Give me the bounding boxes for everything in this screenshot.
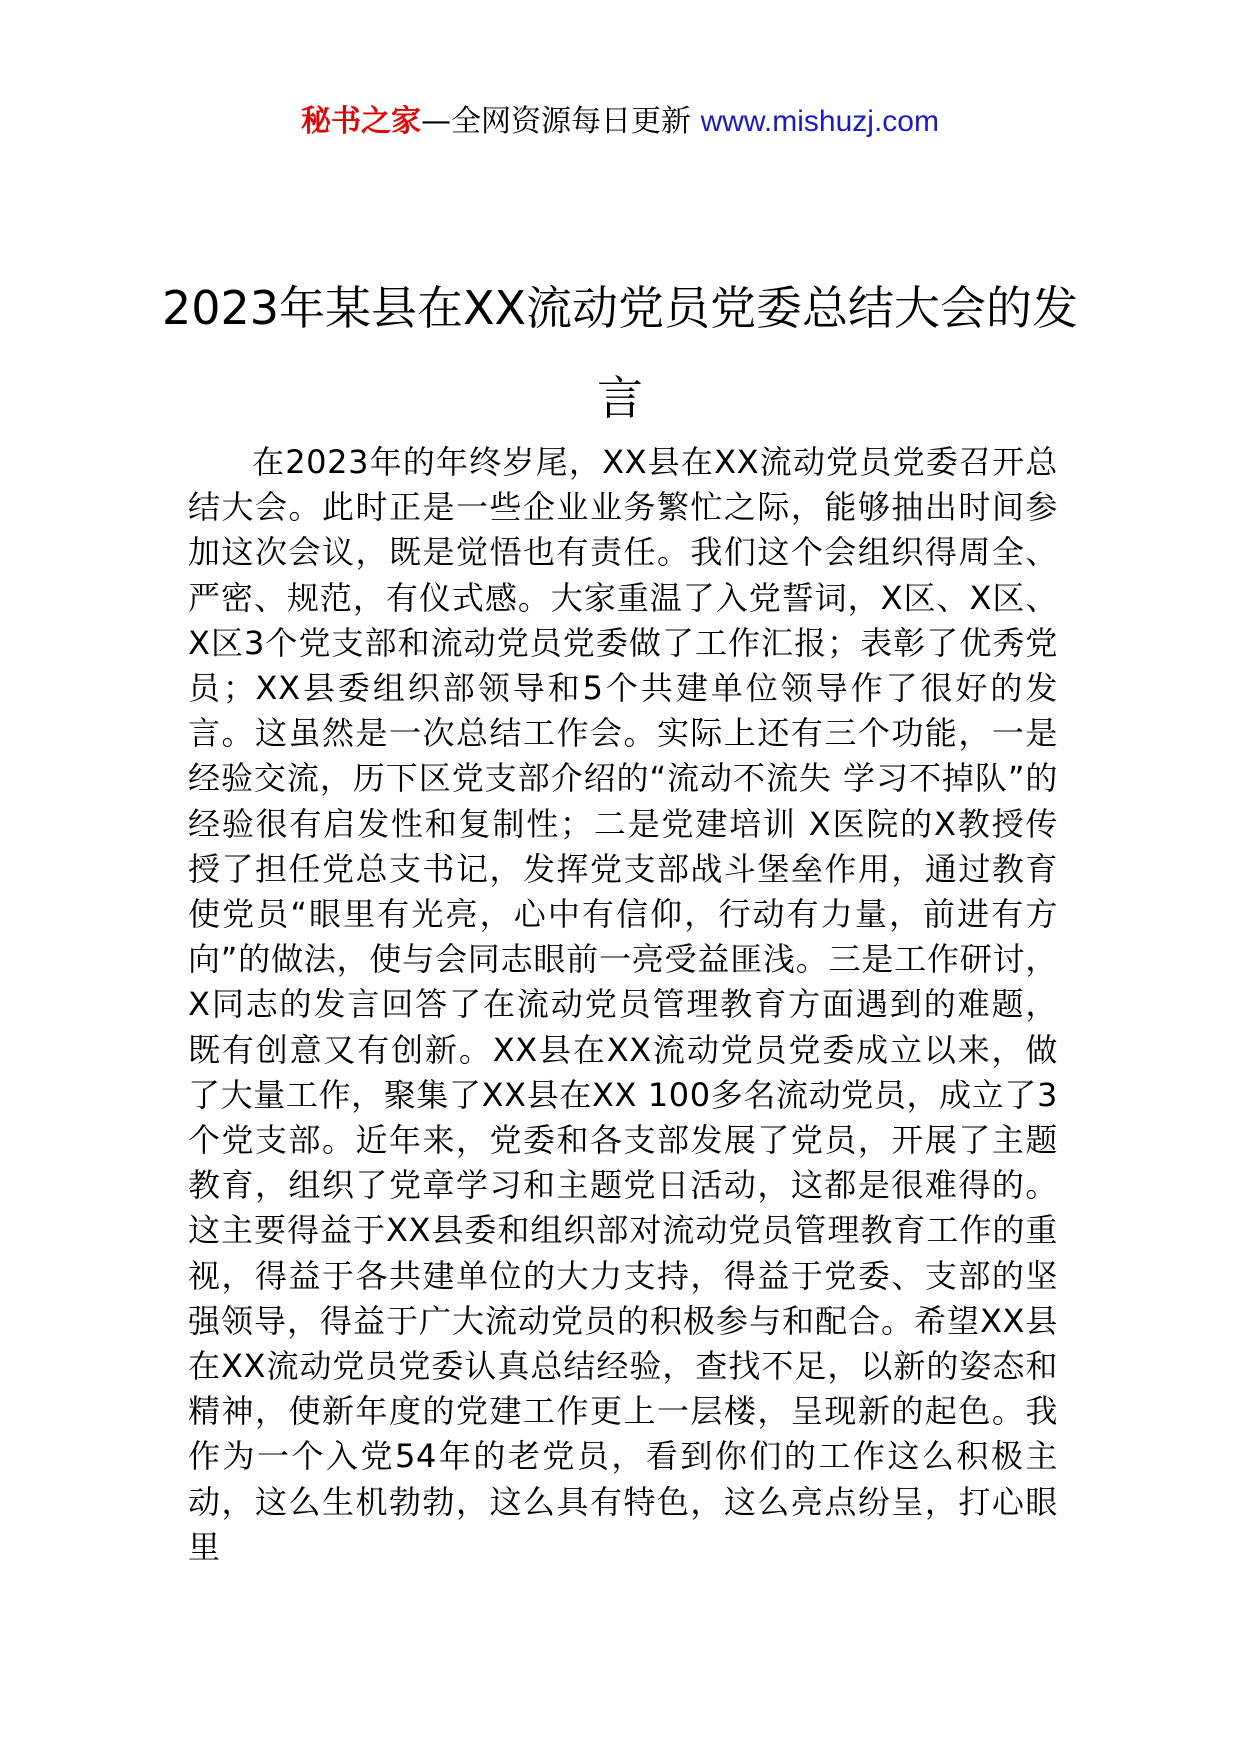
header-banner xyxy=(0,102,1240,142)
brand-name: 秘书之家 xyxy=(301,104,422,139)
site-url-link[interactable]: www.mishuzj.com xyxy=(700,105,939,138)
document-paragraph: 在2023年的年终岁尾，XX县在XX流动党员党委召开总结大会。此时正是一些企业业务繁忙之际，能够抽出时间参加这次会议，既是觉悟也有责任。我们这个会组织得周全、严密、规范，有仪式感。大家重温了入党誓词，X区、X区、X区3个党支部和流动党员党委做了工作汇报；表彰了优秀党员；XX县委组织部领导和5个共建单位领导作了很好的发言。这虽然是一次总结工作会。实际上还有三个功能，一是经验交流，历下区党支部介绍的“流动不流失 学习不掉队”的经验很有启发性和复制性；二是党建培训 X医院的X教授传授了担任党总支书记，发挥党支部战斗堡垒作用，通过教育使党员“眼里有光亮，心中有信仰，行动有力量，前进有方向”的做法，使与会同志眼前一亮受益匪浅。三是工作研讨，X同志的发言回答了在流动党员管理教育方面遇到的难题，既有创意又有创新。XX县在XX流动党员党委成立以来，做了大量工作，聚集了XX县在XX 100多名流动党员，成立了3个党支部。近年来，党委和各支部发展了党员，开展了主题教育，组织了党章学习和主题党日活动，这都是很难得的。这主要得益于XX县委和组织部对流动党员管理教育工作的重视，得益于各共建单位的大力支持，得益于党委、支部的坚强领导，得益于广大流动党员的积极参与和配合。希望XX县在XX流动党员党委认真总结经验，查找不足，以新的姿态和精神，使新年度的党建工作更上一层楼，呈现新的起色。我作为一个入党54年的老党员，看到你们的工作这么积极主动，这么生机勃勃，这么具有特色，这么亮点纷呈，打心眼里 xyxy=(188,443,1058,1566)
document-title: 2023年某县在XX流动党员党委总结大会的发言 xyxy=(161,280,1079,425)
header-tagline: —全网资源每日更新 xyxy=(421,104,692,139)
